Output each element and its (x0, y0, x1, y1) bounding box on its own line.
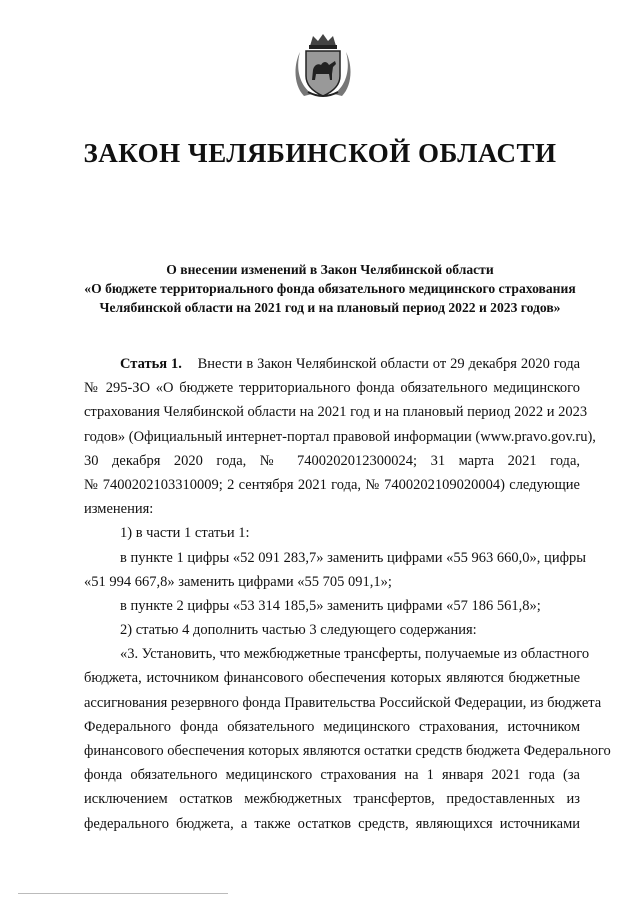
article-body (84, 352, 611, 836)
body-line: изменения: (84, 501, 154, 518)
body-line: страхования Челябинской области на 2021 год и на плановый период 2022 и 2023 (84, 404, 588, 421)
body-line: бюджета, источником финансового обеспечения которых являются бюджетные (84, 670, 580, 687)
subtitle-line: Челябинской области на 2021 год и на плановый период 2022 и 2023 годов» (99, 300, 561, 315)
body-line: Федерального фонда обязательного медицинского страхования, источником (84, 718, 580, 735)
body-line: в пункте 2 цифры «53 314 185,5» заменить цифрами «57 186 561,8»; (120, 597, 541, 614)
subtitle-line: О внесении изменений в Закон Челябинской области (166, 262, 494, 277)
article-1-first-line (84, 352, 580, 376)
coat-of-arms-icon (294, 32, 352, 100)
list-item-1: 1) в части 1 статьи 1: (120, 525, 250, 542)
body-line: фонда обязательного медицинского страхования на 1 января 2021 года (за (84, 767, 580, 784)
body-line: № 295-ЗО «О бюджете территориального фонда обязательного медицинского (84, 380, 580, 397)
body-text: Внести в Закон Челябинской области от 29 декабря 2020 года (197, 356, 581, 372)
body-line: 30 декабря 2020 года, № 7400202012300024; 31 марта 2021 года, (84, 452, 580, 469)
body-line: годов» (Официальный интернет-портал правовой информации (www.pravo.gov.ru), (84, 428, 596, 445)
body-line: «3. Установить, что межбюджетные трансферты, получаемые из областного (120, 646, 590, 663)
law-subtitle (80, 260, 580, 317)
law-title: ЗАКОН ЧЕЛЯБИНСКОЙ ОБЛАСТИ (83, 138, 557, 168)
body-line: исключением остатков межбюджетных трансфертов, предоставленных из (84, 791, 580, 808)
list-item-2: 2) статью 4 дополнить частью 3 следующего содержания: (120, 622, 477, 639)
body-line: ассигнования резервного фонда Правительства Российской Федерации, из бюджета (84, 694, 602, 711)
subtitle-line: «О бюджете территориального фонда обязательного медицинского страхования (84, 281, 576, 296)
body-line: в пункте 1 цифры «52 091 283,7» заменить цифрами «55 963 660,0», цифры (120, 549, 586, 566)
body-line: «51 994 667,8» заменить цифрами «55 705 091,1»; (84, 573, 392, 590)
body-line: № 7400202103310009; 2 сентября 2021 года, № 7400202109020004) следующие (84, 476, 580, 493)
body-line: финансового обеспечения которых являются остатки средств бюджета Федерального (84, 743, 611, 759)
article-label: Статья 1. (120, 356, 182, 372)
page-edge-line (18, 893, 228, 894)
body-line: федерального бюджета, а также остатков средств, являющихся источниками (84, 815, 580, 832)
